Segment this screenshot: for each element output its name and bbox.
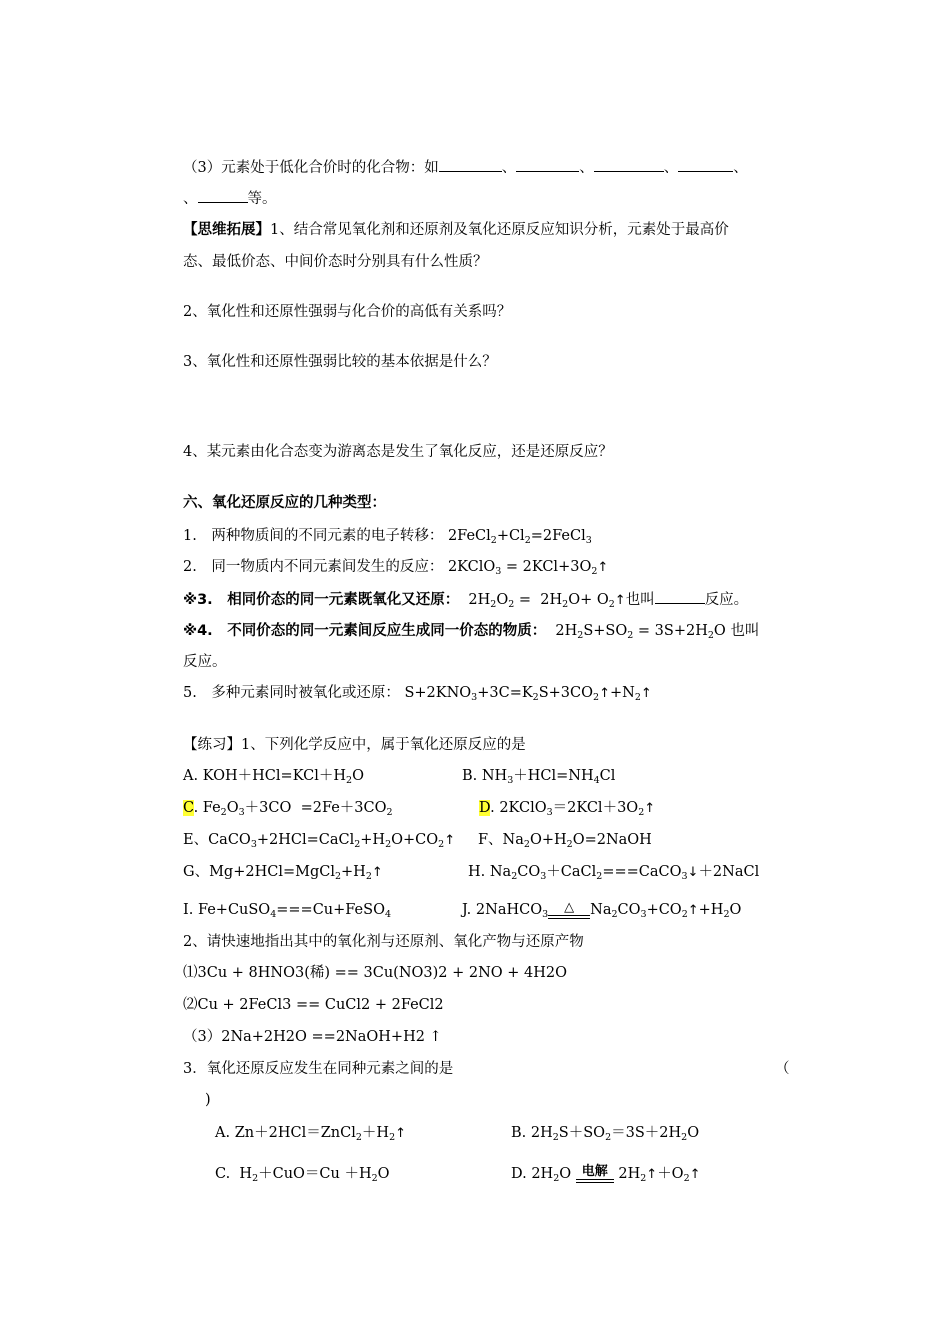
- answer-blank[interactable]: [516, 157, 579, 172]
- type-1: 1. 两种物质间的不同元素的电子转移： $2FeCl_2+Cl_2=2FeCl_3$: [183, 528, 592, 546]
- electrolysis-label: 电解: [581, 1164, 608, 1179]
- answer-blank[interactable]: [198, 188, 248, 203]
- option-C[interactable]: C. $Fe_2O_3+3CO =2Fe+3CO_2$: [183, 800, 393, 818]
- type-5: 5. 多种元素同时被氧化或还原： $S+2KNO_3+3C=K_2S+3CO_2↑+N_2↑$: [183, 685, 652, 703]
- option-A[interactable]: A. $KOH+HCl=KCl+H_2O$: [183, 768, 364, 786]
- section-six-title: 六、氧化还原反应的几种类型：: [183, 495, 386, 511]
- q3-option-D[interactable]: D. $2H_2O$ 电解 $2H_2↑+O_2↑$: [511, 1164, 701, 1189]
- type-3-label: ※3. 相同价态的同一元素既氧化又还原：: [183, 592, 460, 608]
- type-4: ※4. 不同价态的同一元素间反应生成同一价态的物质： $2H_2S+SO_2 = 3S+2H_2O$ 也叫: [183, 623, 760, 641]
- answer-blank[interactable]: [655, 589, 705, 604]
- answer-blank[interactable]: [678, 157, 733, 172]
- heat-condition: [548, 900, 590, 925]
- answer-paren-open: （: [775, 1061, 790, 1077]
- q3-option-B[interactable]: B. $2H_2S+SO_2=3S+2H_2O$: [511, 1125, 700, 1143]
- exercise-2-title: 2、请快速地指出其中的氧化剂与还原剂、氧化产物与还原产物: [183, 934, 584, 950]
- low-valence-line: （3）元素处于低化合价时的化合物：如 、 、 、 、: [183, 157, 748, 178]
- extension-q3: 3、氧化性和还原性强弱比较的基本依据是什么？: [183, 354, 497, 370]
- option-C-letter: C: [183, 800, 194, 816]
- type-2: 2. 同一物质内不同元素间发生的反应： 2KClO$_3$ = $2KCl+3O_2↑$: [183, 559, 609, 577]
- low-valence-label: （3）元素处于低化合价时的化合物：如: [183, 160, 439, 176]
- extension-q4: 4、某元素由化合态变为游离态是发生了氧化反应，还是还原反应？: [183, 444, 613, 460]
- exercise-2-reaction-2: ⑵Cu + 2FeCl3 == CuCl2 + 2FeCl2: [183, 997, 444, 1013]
- answer-blank[interactable]: [594, 157, 664, 172]
- answer-blank[interactable]: [439, 157, 502, 172]
- type-2-label: 2. 同一物质内不同元素间发生的反应：: [183, 559, 444, 575]
- extension-q1-line1: [183, 220, 729, 240]
- low-valence-line-2: [183, 188, 277, 209]
- option-D[interactable]: D. $2KClO_3=2KCl+3O_2↑$: [479, 800, 656, 818]
- type-4-tail: 也叫: [730, 623, 760, 639]
- option-D-letter: D: [479, 800, 491, 816]
- option-H[interactable]: H. $Na_2CO_3+CaCl_2===CaCO_3↓+2NaCl$: [468, 864, 760, 882]
- option-F[interactable]: F、$Na_2O+H_2O=2NaOH$: [478, 832, 652, 850]
- extension-q1-text: 1、结合常见氧化剂和还原剂及氧化还原反应知识分析，元素处于最高价: [270, 222, 729, 238]
- heat-icon: △: [564, 900, 575, 915]
- q3-option-A[interactable]: A. $Zn+2HCl=ZnCl_2+H_2↑$: [215, 1125, 407, 1143]
- extension-q2: 2、氧化性和还原性强弱与化合价的高低有关系吗？: [183, 304, 512, 320]
- separator: 、: [183, 191, 198, 207]
- type-5-label: 5. 多种元素同时被氧化或还原：: [183, 685, 400, 701]
- type-4-line2: 反应。: [183, 654, 227, 670]
- etc-text: 等。: [247, 191, 277, 207]
- type-1-label: 1. 两种物质间的不同元素的电子转移：: [183, 528, 444, 544]
- option-B[interactable]: B. $NH_3+HCl=NH_4Cl$: [462, 768, 616, 786]
- exercise-1-title: 【练习】1、下列化学反应中，属于氧化还原反应的是: [183, 737, 526, 753]
- exercise-3-title: 3．氧化还原反应发生在同种元素之间的是: [183, 1061, 454, 1077]
- type-3: ※3. 相同价态的同一元素既氧化又还原： $2H_2O_2 = 2H_2O+$ $O_2↑$也叫 反应。: [183, 589, 748, 615]
- option-I[interactable]: I. Fe+CuSO$_4$===Cu+FeSO$_4$: [183, 902, 391, 920]
- electrolysis-condition: [576, 1164, 614, 1189]
- exercise-2-reaction-1: ⑴3Cu + 8HNO3(稀) == 3Cu(NO3)2 + 2NO + 4H2O: [183, 965, 568, 981]
- option-E[interactable]: E、$CaCO_3+2HCl=CaCl_2+H_2O+CO_2↑$: [183, 832, 456, 850]
- answer-paren-close: ): [205, 1092, 211, 1108]
- extension-heading: 【思维拓展】: [183, 222, 270, 238]
- type-3-tail: 反应。: [704, 592, 749, 608]
- q3-option-C[interactable]: C. $H_2+CuO=Cu +H_2O$: [215, 1166, 390, 1184]
- option-J[interactable]: J. 2NaHCO$_3$ △ $Na_2CO_3+CO_2↑+H_2O$: [462, 900, 741, 925]
- type-4-label: ※4. 不同价态的同一元素间反应生成同一价态的物质：: [183, 623, 547, 639]
- option-G[interactable]: G、$Mg+2HCl=MgCl_2+H_2↑$: [183, 864, 383, 882]
- extension-q1-line2: 态、最低价态、中间价态时分别具有什么性质？: [183, 254, 488, 270]
- exercise-2-reaction-3: （3）2Na+2H2O ==2NaOH+H2 ↑: [183, 1029, 442, 1045]
